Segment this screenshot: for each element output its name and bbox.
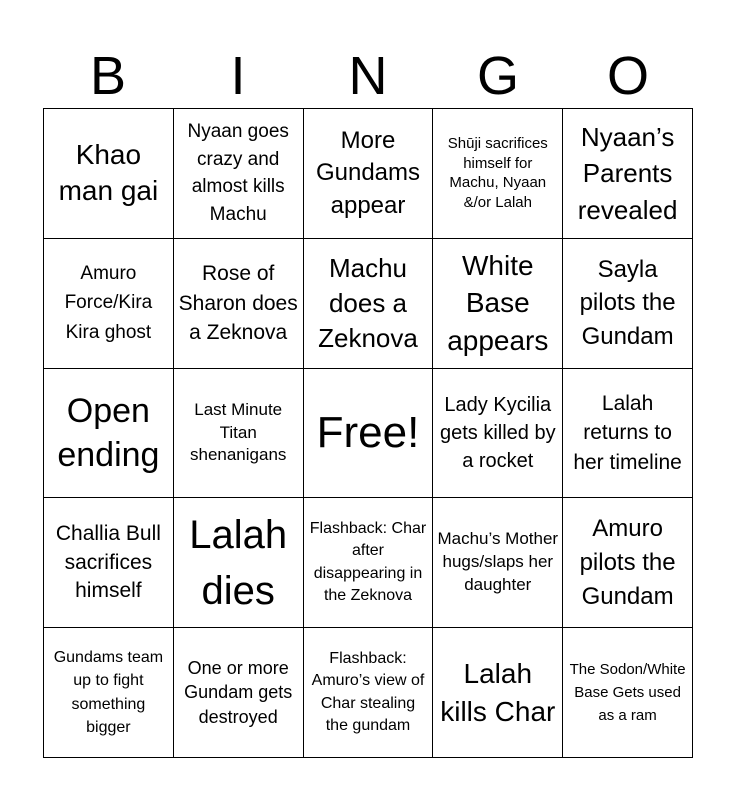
bingo-square-text: The Sodon/White Base Gets used as a ram: [569, 660, 686, 725]
bingo-square-text: Sayla pilots the Gundam: [579, 255, 676, 350]
bingo-header: [43, 44, 693, 108]
bingo-square-text: Nyaan goes crazy and almost kills Machu: [187, 121, 289, 225]
bingo-square-text: White Base appears: [447, 249, 549, 357]
bingo-square-text: Open ending: [57, 391, 160, 474]
bingo-square-text: Gundams team up to fight something bigger: [53, 649, 164, 736]
header-letter-o: O: [606, 46, 649, 106]
bingo-square[interactable]: [44, 109, 174, 239]
bingo-square-text: Lalah kills Char: [440, 657, 556, 727]
bingo-square[interactable]: [304, 498, 434, 628]
bingo-square[interactable]: [304, 239, 434, 369]
bingo-square[interactable]: [433, 109, 563, 239]
bingo-square[interactable]: [304, 109, 434, 239]
header-letter-g: G: [476, 46, 519, 106]
bingo-square-text: More Gundams appear: [315, 126, 421, 219]
bingo-square-text: Nyaan’s Parents revealed: [577, 121, 678, 225]
bingo-free-square[interactable]: [304, 369, 434, 499]
bingo-square[interactable]: [44, 369, 174, 499]
bingo-square-text: Machu does a Zeknova: [318, 252, 418, 353]
bingo-square-text: Amuro pilots the Gundam: [579, 515, 676, 610]
bingo-square[interactable]: [44, 498, 174, 628]
bingo-square-text: Free!: [316, 407, 420, 457]
bingo-square[interactable]: [174, 369, 304, 499]
bingo-square-text: One or more Gundam gets destroyed: [184, 658, 293, 727]
bingo-square-text: Last Minute Titan shenanigans: [189, 399, 287, 465]
bingo-square[interactable]: [44, 239, 174, 369]
header-letter-i: I: [230, 46, 246, 106]
bingo-square[interactable]: [44, 628, 174, 758]
bingo-square[interactable]: [433, 498, 563, 628]
bingo-square-text: Shūji sacrifices himself for Machu, Nyaan &/or Lalah: [447, 135, 548, 211]
bingo-square-text: Lady Kycilia gets killed by a rocket: [439, 393, 556, 472]
bingo-square[interactable]: [433, 628, 563, 758]
bingo-square-text: Challia Bull sacrifices himself: [55, 522, 161, 602]
bingo-square[interactable]: [174, 239, 304, 369]
bingo-square[interactable]: [563, 628, 693, 758]
bingo-square-text: Amuro Force/Kira Kira ghost: [64, 263, 153, 343]
bingo-square[interactable]: [563, 369, 693, 499]
bingo-square-text: Machu’s Mother hugs/slaps her daughter: [437, 529, 559, 595]
bingo-card-grid: [43, 108, 693, 758]
header-letter-b: B: [89, 46, 127, 106]
bingo-square-text: Flashback: Char after disappearing in the Zeknova: [309, 520, 427, 605]
bingo-square-text: Flashback: Amuro’s view of Char stealing the gundam: [311, 649, 425, 734]
bingo-square[interactable]: [304, 628, 434, 758]
bingo-square[interactable]: [563, 239, 693, 369]
bingo-square[interactable]: [174, 498, 304, 628]
bingo-square[interactable]: [433, 369, 563, 499]
bingo-square[interactable]: [433, 239, 563, 369]
header-letter-n: N: [348, 46, 388, 106]
bingo-square-text: Rose of Sharon does a Zeknova: [178, 262, 298, 344]
bingo-square-text: Lalah dies: [189, 512, 288, 613]
bingo-square[interactable]: [174, 109, 304, 239]
bingo-square-text: Lalah returns to her timeline: [573, 391, 682, 474]
bingo-square[interactable]: [563, 109, 693, 239]
bingo-square[interactable]: [563, 498, 693, 628]
bingo-square[interactable]: [174, 628, 304, 758]
bingo-square-text: Khao man gai: [58, 139, 159, 207]
